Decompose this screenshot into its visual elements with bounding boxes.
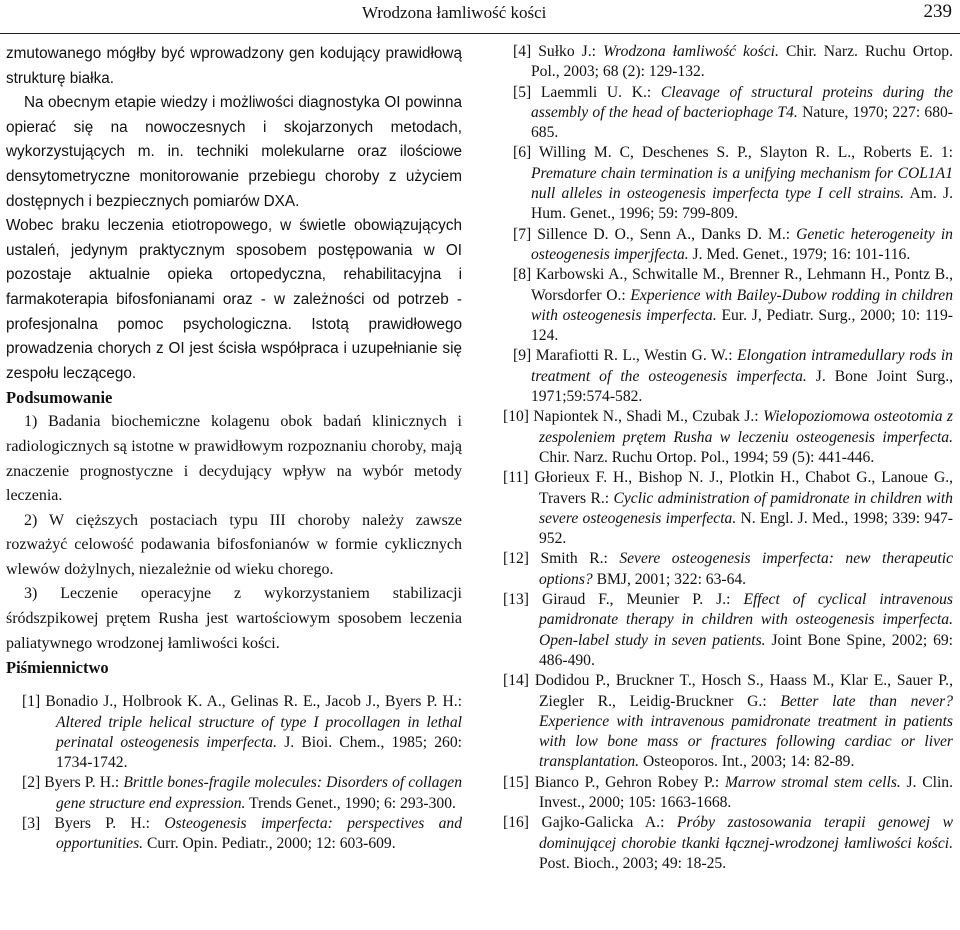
reference-authors: Gajko-Galicka A.: bbox=[541, 814, 665, 832]
reference-number: [8] bbox=[513, 266, 532, 284]
summary-list bbox=[6, 410, 462, 656]
reference-number: [9] bbox=[513, 347, 532, 365]
reference-source: J. Clin. Invest., 2000; 105: 1663-1668. bbox=[539, 773, 953, 811]
reference-source: Am. J. Hum. Genet., 1996; 59: 799-809. bbox=[531, 185, 953, 223]
reference-item bbox=[503, 346, 953, 407]
reference-authors: Karbowski A., Schwitalle M., Brenner R., Lehmann H., Pontz B., Worsdorfer O.: bbox=[531, 266, 953, 304]
reference-authors: Smith R.: bbox=[540, 550, 608, 568]
reference-authors: Głorieux F. H., Bishop N. J., Plotkin H., Chabot G., Lanoue G., Travers R.: bbox=[534, 469, 953, 507]
reference-title: Better late than never? Experience with intravenous pamidronate treatment in patients with low bone mass or fractures following cardiac or liver transplantation. bbox=[539, 692, 953, 771]
reference-title: Brittle bones-fragile molecules: Disorders of collagen gene structure end expression. bbox=[56, 774, 462, 812]
reference-number: [2] bbox=[22, 774, 41, 792]
reference-number: [13] bbox=[503, 591, 529, 609]
reference-source: J. Bioi. Chem., 1985; 260: 1734-1742. bbox=[56, 733, 462, 772]
reference-number: [11] bbox=[503, 469, 529, 487]
reference-number: [5] bbox=[513, 83, 532, 101]
reference-item bbox=[503, 590, 953, 671]
reference-item bbox=[6, 773, 462, 814]
reference-title: Osteogenesis imperfecta: perspectives and opportunities. bbox=[56, 815, 463, 853]
reference-title: Cleavage of structural proteins during the assembly of the head of bacteriophage T4. bbox=[531, 83, 953, 121]
reference-authors: Napiontek N., Shadi M., Czubak J.: bbox=[533, 408, 759, 426]
reference-title: Wrodzona łamliwość kości. bbox=[602, 43, 779, 60]
reference-number: [3] bbox=[22, 815, 41, 833]
reference-number: [14] bbox=[503, 672, 529, 690]
reference-number: [1] bbox=[22, 693, 41, 711]
reference-source: Nature, 1970; 227: 680-685. bbox=[531, 103, 953, 142]
paragraph: Na obecnym etapie wiedzy i możliwości diagnostyka OI powinna opierać się na nowoczesnych i skojarzonych metodach, wykorzystujących m. in. techniki molekularne oraz ilościowe densytometryczne monitorowanie przebiegu choroby z użyciem dostępnych i bezpiecznych pomiarów DXA. bbox=[6, 94, 462, 210]
left-column bbox=[6, 42, 462, 855]
reference-item bbox=[503, 549, 953, 590]
reference-authors: Dodidou P., Bruckner T., Hosch S., Haass M., Klar E., Sauer P., Ziegler R., Leidig-Bruckner G.: bbox=[534, 672, 953, 710]
reference-number: [12] bbox=[503, 550, 529, 568]
reference-item bbox=[503, 225, 953, 266]
reference-title: Wielopoziomowa osteotomia z zespoleniem prętem Rusha w leczeniu osteogenesis imperfecta. bbox=[539, 408, 953, 446]
reference-source: Trends Genet., 1990; 6: 293-300. bbox=[249, 794, 456, 812]
reference-title: Próby zastosowania terapii genowej w dominującej chorobie tkanki łącznej-wrodzonej łamliwości kości. bbox=[539, 814, 953, 852]
reference-item bbox=[503, 773, 953, 814]
reference-item bbox=[503, 143, 953, 224]
reference-title: Genetic heterogeneity in osteogenesis imperjfecta. bbox=[531, 225, 953, 263]
reference-title: Altered triple helical structure of type I procollagen in lethal perinatal osteogenesis imperfecta. bbox=[56, 713, 462, 751]
reference-authors: Byers P. H.: bbox=[54, 815, 150, 833]
reference-title: Premature chain termination is a unifying mechanism for COL1A1 null alleles in osteogenesis imperfecta type I cell strains. bbox=[531, 164, 953, 203]
reference-title: Experience with Bailey-Dubow rodding in children with osteogenesis imperfecta. bbox=[531, 286, 953, 324]
reference-source: Joint Bone Spine, 2002; 69: 486-490. bbox=[539, 631, 953, 669]
reference-item bbox=[503, 813, 953, 874]
reference-authors: Bonadio J., Holbrook K. A., Gelinas R. E., Jacob J., Byers P. H.: bbox=[45, 693, 462, 711]
reference-number: [16] bbox=[503, 814, 529, 832]
reference-title: Cyclic administration of pamidronate in children with severe osteogenesis imperfecta. bbox=[539, 489, 953, 527]
reference-authors: Byers P. H.: bbox=[44, 774, 120, 792]
reference-authors: Sułko J.: bbox=[538, 43, 596, 60]
reference-list bbox=[6, 692, 462, 854]
reference-item bbox=[503, 671, 953, 772]
reference-authors: Marafiotti R. L., Westin G. W.: bbox=[535, 347, 733, 365]
reference-item bbox=[503, 407, 953, 468]
reference-source: Chir. Narz. Ruchu Ortop. Pol., 2003; 68 (2): 129-132. bbox=[531, 43, 953, 81]
paragraph: Wobec braku leczenia etiotropowego, w świetle obowiązujących ustaleń, jedynym praktycznym sposobem postępowania w OI pozostaje aktualnie opieka ortopedyczna, rehabilitacyjna i farmakoterapia bifosfonianami oraz - w zależności od potrzeb - profesjonalna pomoc psychologiczna. Istotą prawidłowego prowadzenia chorych z OI jest ścisła współpraca i uzupełnianie się zespołu leczącego. bbox=[6, 217, 462, 382]
reference-title: Effect of cyclical intravenous pamidronate therapy in children with osteogenesis imperfecta. Open-label study in seven patients. bbox=[539, 591, 954, 649]
reference-item bbox=[503, 83, 953, 144]
reference-item bbox=[6, 692, 462, 773]
reference-title: Elongation intramedullary rods in treatment of the osteogenesis imperfecta. bbox=[531, 347, 953, 385]
reference-item bbox=[503, 265, 953, 346]
reference-list-continued bbox=[503, 42, 953, 874]
reference-title: Marrow stromal stem cells. bbox=[724, 773, 901, 791]
right-column bbox=[503, 42, 953, 874]
reference-source: Curr. Opin. Pediatr., 2000; 12: 603-609. bbox=[146, 835, 396, 853]
reference-item bbox=[503, 468, 953, 549]
references-heading: Piśmiennictwo bbox=[6, 658, 109, 678]
paragraph: zmutowanego mógłby być wprowadzony gen kodujący prawidłową strukturę białka. bbox=[6, 45, 462, 87]
summary-item: 1) Badania biochemiczne kolagenu obok badań klinicznych i radiologicznych są istotne w prawidłowym rozpoznaniu choroby, mają znaczenie prognostyczne i decydujący wpływ na wybór metody leczenia. bbox=[6, 413, 462, 505]
reference-authors: Willing M. C, Deschenes S. P., Slayton R. L., Roberts E. 1: bbox=[538, 144, 953, 162]
reference-number: [4] bbox=[513, 43, 532, 60]
reference-number: [15] bbox=[503, 773, 529, 791]
reference-source: BMJ, 2001; 322: 63-64. bbox=[596, 570, 747, 588]
reference-source: Osteoporos. Int., 2003; 14: 82-89. bbox=[642, 753, 855, 771]
reference-source: Post. Bioch., 2003; 49: 18-25. bbox=[539, 854, 727, 872]
reference-item bbox=[503, 42, 953, 83]
reference-authors: Sillence D. O., Senn A., Danks D. M.: bbox=[537, 225, 791, 243]
reference-source: N. Engl. J. Med., 1998; 339: 947-952. bbox=[539, 509, 953, 548]
reference-authors: Giraud F., Meunier P. J.: bbox=[541, 591, 731, 609]
reference-source: Eur. J, Pediatr. Surg., 2000; 10: 119-124. bbox=[531, 306, 953, 345]
reference-source: J. Bone Joint Surg., 1971;59:574-582. bbox=[531, 367, 953, 406]
summary-item: 3) Leczenie operacyjne z wykorzystaniem stabilizacji śródszpikowej prętem Rusha jest wartościowym sposobem leczenia paliatywnego wrodzonej łamliwości kości. bbox=[6, 585, 462, 652]
reference-number: [7] bbox=[513, 225, 532, 243]
reference-number: [6] bbox=[513, 144, 532, 162]
reference-item bbox=[6, 814, 462, 855]
reference-authors: Laemmli U. K.: bbox=[540, 83, 652, 101]
page-number: 239 bbox=[923, 1, 952, 22]
reference-source: Chir. Narz. Ruchu Ortop. Pol., 1994; 59 (5): 441-446. bbox=[539, 448, 875, 466]
body-paragraphs bbox=[6, 42, 462, 386]
summary-heading: Podsumowanie bbox=[6, 388, 113, 408]
reference-source: J. Med. Genet., 1979; 16: 101-116. bbox=[692, 245, 911, 263]
summary-item: 2) W cięższych postaciach typu III choroby należy zawsze rozważyć celowość podawania bifosfonianów w formie cyklicznych wlewów dożylnych, niezależnie od wieku chorego. bbox=[6, 511, 462, 578]
reference-title: Severe osteogenesis imperfecta: new therapeutic options? bbox=[539, 550, 954, 588]
reference-authors: Bianco P., Gehron Robey P.: bbox=[534, 773, 720, 791]
reference-number: [10] bbox=[503, 408, 529, 426]
running-title: Wrodzona łamliwość kości bbox=[362, 3, 547, 22]
running-header bbox=[0, 0, 960, 34]
